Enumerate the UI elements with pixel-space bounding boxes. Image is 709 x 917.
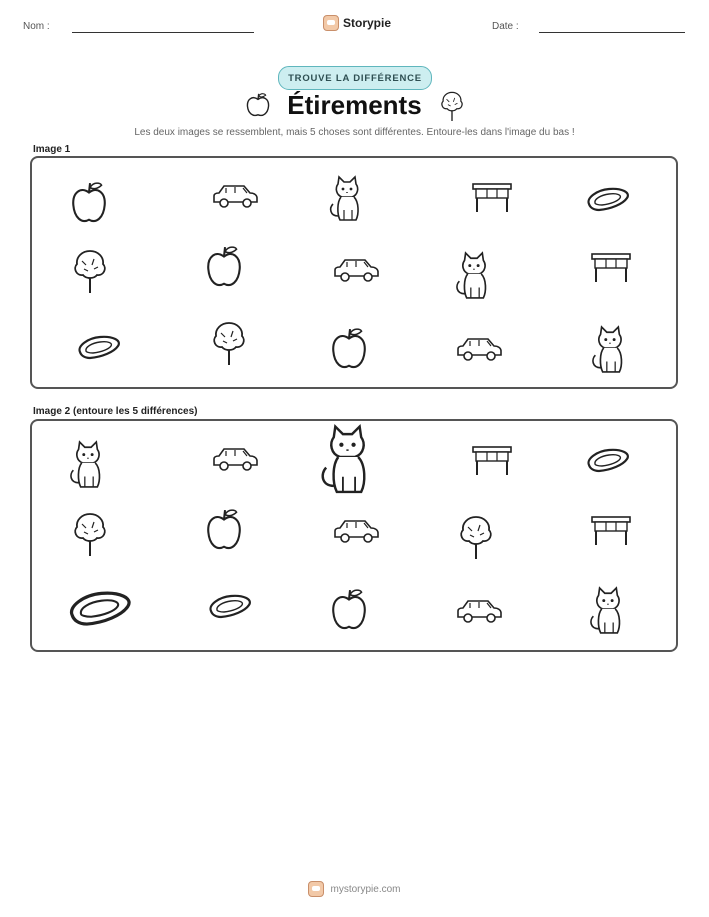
image2-label: Image 2 (entoure les 5 différences) bbox=[33, 406, 198, 417]
band-icon bbox=[76, 334, 122, 360]
cat-icon bbox=[590, 326, 632, 374]
band-icon bbox=[585, 447, 631, 473]
tree-icon bbox=[209, 320, 249, 366]
car-icon bbox=[211, 182, 259, 212]
cat-icon bbox=[328, 176, 368, 222]
car-icon bbox=[455, 335, 503, 365]
desk-icon bbox=[591, 515, 631, 547]
cat-icon bbox=[454, 252, 496, 300]
image1-panel bbox=[30, 156, 678, 389]
car-icon bbox=[211, 445, 259, 475]
brand-logo bbox=[323, 15, 391, 31]
name-label: Nom : bbox=[23, 21, 50, 32]
apple-icon bbox=[328, 587, 370, 633]
image1-label: Image 1 bbox=[33, 144, 71, 155]
activity-badge: TROUVE LA DIFFÉRENCE bbox=[278, 66, 432, 90]
cat-icon bbox=[68, 441, 110, 489]
car-icon bbox=[332, 517, 380, 547]
date-label: Date : bbox=[492, 21, 519, 32]
apple-icon bbox=[203, 244, 245, 290]
instructions-text: Les deux images se ressemblent, mais 5 choses sont différentes. Entoure-les dans l'image du bas ! bbox=[134, 127, 575, 138]
date-line[interactable] bbox=[539, 32, 685, 33]
footer-url[interactable]: mystorypie.com bbox=[330, 883, 401, 895]
cat-icon bbox=[588, 587, 630, 635]
apple-icon bbox=[203, 507, 245, 553]
apple-icon bbox=[328, 326, 370, 372]
band-icon bbox=[66, 589, 134, 627]
cat-icon bbox=[317, 425, 381, 495]
tree-icon bbox=[70, 248, 110, 294]
name-line[interactable] bbox=[72, 32, 254, 33]
footer bbox=[0, 881, 709, 897]
desk-icon bbox=[591, 252, 631, 284]
tree-icon bbox=[456, 513, 496, 561]
desk-icon bbox=[472, 182, 512, 214]
title-tree-icon bbox=[438, 91, 466, 126]
tree-icon bbox=[70, 511, 110, 557]
storypie-logo-icon bbox=[323, 15, 339, 31]
desk-icon bbox=[472, 445, 512, 477]
band-icon bbox=[585, 186, 631, 212]
page-title: Étirements bbox=[287, 90, 422, 120]
brand-name: Storypie bbox=[343, 16, 392, 30]
car-icon bbox=[455, 597, 503, 627]
band-icon bbox=[207, 593, 253, 619]
car-icon bbox=[332, 256, 380, 286]
storypie-logo-icon bbox=[308, 881, 324, 897]
apple-icon bbox=[68, 180, 110, 226]
image2-panel bbox=[30, 419, 678, 652]
